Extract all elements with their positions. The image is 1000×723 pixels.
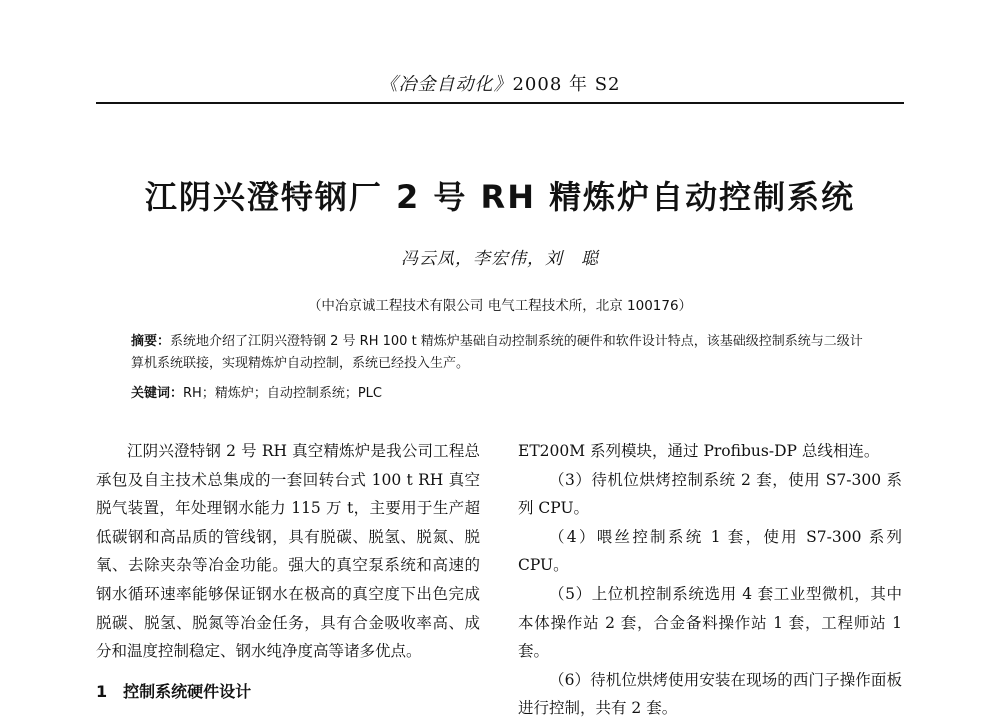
paper-authors: 冯云凤，李宏伟，刘 聪 (401, 249, 599, 269)
list-item-5: （5）上位机控制系统选用 4 套工业型微机，其中本体操作站 2 套，合金备料操作站 1 套，工程师站 1 套。 (518, 584, 902, 661)
journal-name: 《冶金自动化》 (379, 74, 513, 95)
running-header (0, 70, 1000, 96)
abstract (131, 331, 871, 375)
body-paragraph-continuation: ET200M 系列模块，通过 Profibus-DP 总线相连。 (518, 442, 880, 460)
section-heading-1: 1 控制系统硬件设计 (96, 682, 252, 701)
header-rule (96, 102, 904, 104)
list-item-6: （6）待机位烘烤使用安装在现场的西门子操作面板进行控制，共有 2 套。 (518, 670, 902, 718)
list-item-4: （4）喂丝控制系统 1 套，使用 S7-300 系列 CPU。 (518, 527, 902, 575)
abstract-text: 系统地介绍了江阴兴澄特钢 2 号 RH 100 t 精炼炉基础自动控制系统的硬件和软件设计特点，该基础级控制系统与二级计算机系统联接，实现精炼炉自动控制，系统已经投入生产。 (131, 334, 863, 371)
keywords (131, 384, 871, 404)
abstract-label: 摘要： (131, 334, 171, 349)
list-item-3: （3）待机位烘烤控制系统 2 套，使用 S7-300 系列 CPU。 (518, 470, 902, 518)
keywords-label: 关键词： (131, 386, 184, 401)
body-column-left (96, 437, 480, 666)
paper-title: 江阴兴澄特钢厂 2 号 RH 精炼炉自动控制系统 (144, 178, 856, 216)
body-paragraph-intro: 江阴兴澄特钢 2 号 RH 真空精炼炉是我公司工程总承包及自主技术总集成的一套回转台式 100 t RH 真空脱气装置，年处理钢水能力 115 万 t，主要用于生产超低碳钢和高品质的管线钢，具有脱碳、脱氢、脱氮、脱氧、去除夹杂等冶金功能。强大的真空泵系统和高速的钢水循环速率能够保证钢水在极高的真空度下出色完成脱碳、脱氢、脱氮等冶金任务，具有合金吸收率高、成分和温度控制稳定、钢水纯净度高等诸多优点。 (96, 442, 480, 661)
paper-affiliation: （中冶京诚工程技术有限公司 电气工程技术所，北京 100176） (307, 298, 693, 314)
journal-issue: 2008 年 S2 (512, 74, 621, 95)
keywords-text: RH；精炼炉；自动控制系统；PLC (183, 386, 382, 401)
body-column-right (518, 437, 902, 723)
